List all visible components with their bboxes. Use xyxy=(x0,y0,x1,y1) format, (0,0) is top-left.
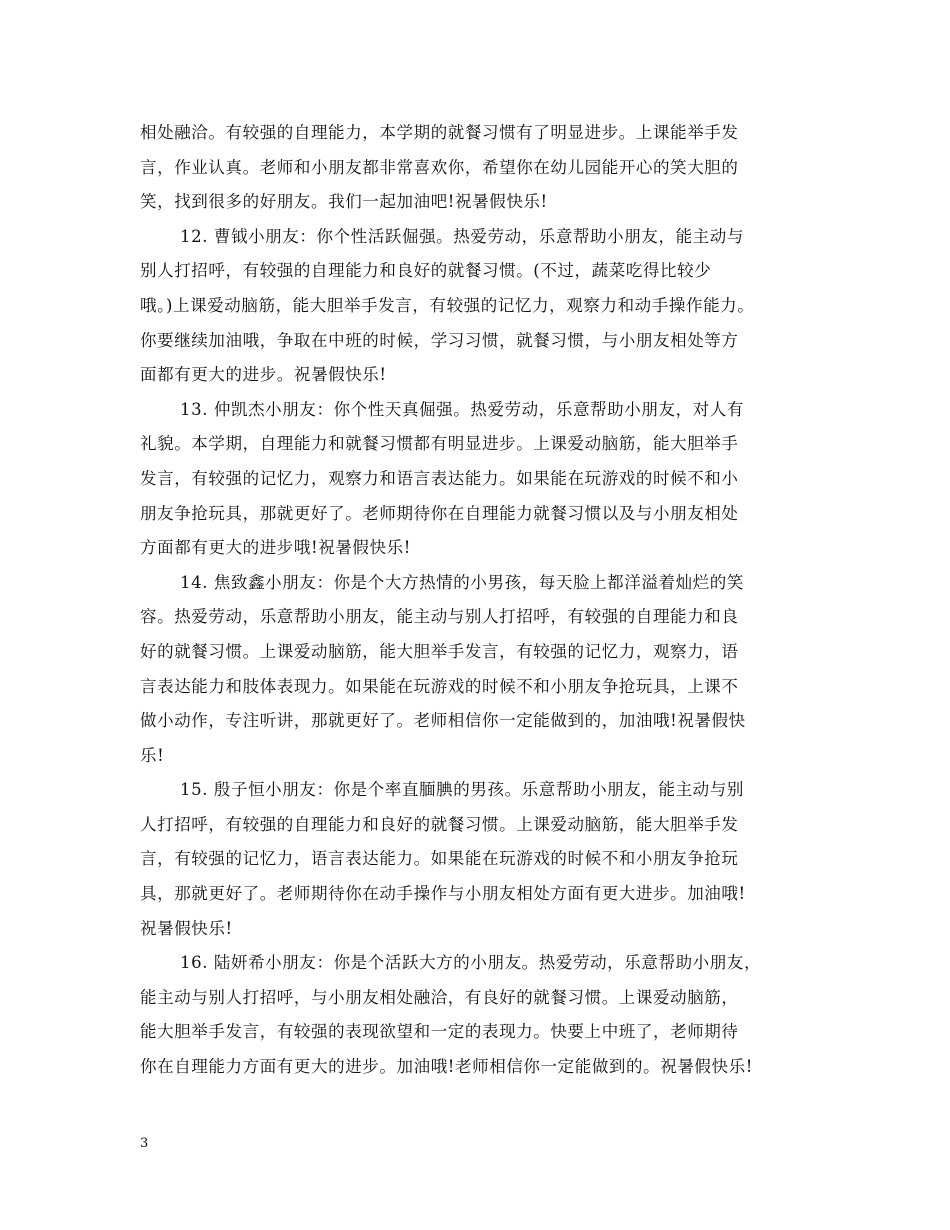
text-line: 祝暑假快乐! xyxy=(140,918,233,938)
text-line: 具，那就更好了。老师期待你在动手操作与小朋友相处方面有更大进步。加油哦! xyxy=(140,884,746,904)
paragraph-first-line: 13. 仲凯杰小朋友：你个性天真倔强。热爱劳动，乐意帮助小朋友，对人有 xyxy=(180,399,744,419)
text-line: 言，作业认真。老师和小朋友都非常喜欢你，希望你在幼儿园能开心的笑大胆的 xyxy=(140,157,739,177)
text-line: 笑，找到很多的好朋友。我们一起加油吧!祝暑假快乐! xyxy=(140,192,548,212)
text-line: 言，有较强的记忆力，语言表达能力。如果能在玩游戏的时候不和小朋友争抢玩 xyxy=(140,849,739,869)
text-line: 人打招呼，有较强的自理能力和良好的就餐习惯。上课爱动脑筋，能大胆举手发 xyxy=(140,814,739,834)
text-line: 相处融洽。有较强的自理能力，本学期的就餐习惯有了明显进步。上课能举手发 xyxy=(140,123,739,142)
text-line: 发言，有较强的记忆力，观察力和语言表达能力。如果能在玩游戏的时候不和小 xyxy=(140,468,739,488)
page-number: 3 xyxy=(140,1136,149,1151)
paragraph-first-line: 12. 曹钺小朋友：你个性活跃倔强。热爱劳动，乐意帮助小朋友，能主动与 xyxy=(180,226,744,246)
text-line: 做小动作，专注听讲，那就更好了。老师相信你一定能做到的，加油哦!祝暑假快 xyxy=(140,711,746,731)
text-line: 礼貌。本学期，自理能力和就餐习惯都有明显进步。上课爱动脑筋，能大胆举手 xyxy=(140,434,739,454)
text-line: 朋友争抢玩具，那就更好了。老师期待你在自理能力就餐习惯以及与小朋友相处 xyxy=(140,503,739,523)
text-line: 乐! xyxy=(140,745,165,765)
paragraph-first-line: 15. 殷子恒小朋友：你是个率直腼腆的男孩。乐意帮助小朋友，能主动与别 xyxy=(180,780,744,800)
text-line: 言表达能力和肢体表现力。如果能在玩游戏的时候不和小朋友争抢玩具，上课不 xyxy=(140,676,739,696)
paragraph-first-line: 14. 焦致鑫小朋友：你是个大方热情的小男孩，每天脸上都洋溢着灿烂的笑 xyxy=(180,572,744,592)
text-line: 你要继续加油哦，争取在中班的时候，学习习惯，就餐习惯，与小朋友相处等方 xyxy=(140,330,739,350)
text-line: 能主动与别人打招呼，与小朋友相处融洽，有良好的就餐习惯。上课爱动脑筋， xyxy=(140,987,739,1007)
text-line: 面都有更大的进步。祝暑假快乐! xyxy=(140,365,387,385)
text-line: 好的就餐习惯。上课爱动脑筋，能大胆举手发言，有较强的记忆力，观察力，语 xyxy=(140,641,739,661)
text-line: 能大胆举手发言，有较强的表现欲望和一定的表现力。快要上中班了，老师期待 xyxy=(140,1022,739,1042)
text-line: 哦。)上课爱动脑筋，能大胆举手发言，有较强的记忆力，观察力和动手操作能力。 xyxy=(140,295,755,315)
paragraph-first-line: 16. 陆妍希小朋友：你是个活跃大方的小朋友。热爱劳动，乐意帮助小朋友， xyxy=(180,953,762,973)
text-line: 容。热爱劳动，乐意帮助小朋友，能主动与别人打招呼，有较强的自理能力和良 xyxy=(140,607,739,627)
body-text xyxy=(140,116,830,1085)
text-line: 你在自理能力方面有更大的进步。加油哦!老师相信你一定能做到的。祝暑假快乐! xyxy=(140,1057,753,1077)
text-line: 别人打招呼，有较强的自理能力和良好的就餐习惯。(不过，蔬菜吃得比较少 xyxy=(140,261,712,281)
text-line: 方面都有更大的进步哦!祝暑假快乐! xyxy=(140,538,411,558)
